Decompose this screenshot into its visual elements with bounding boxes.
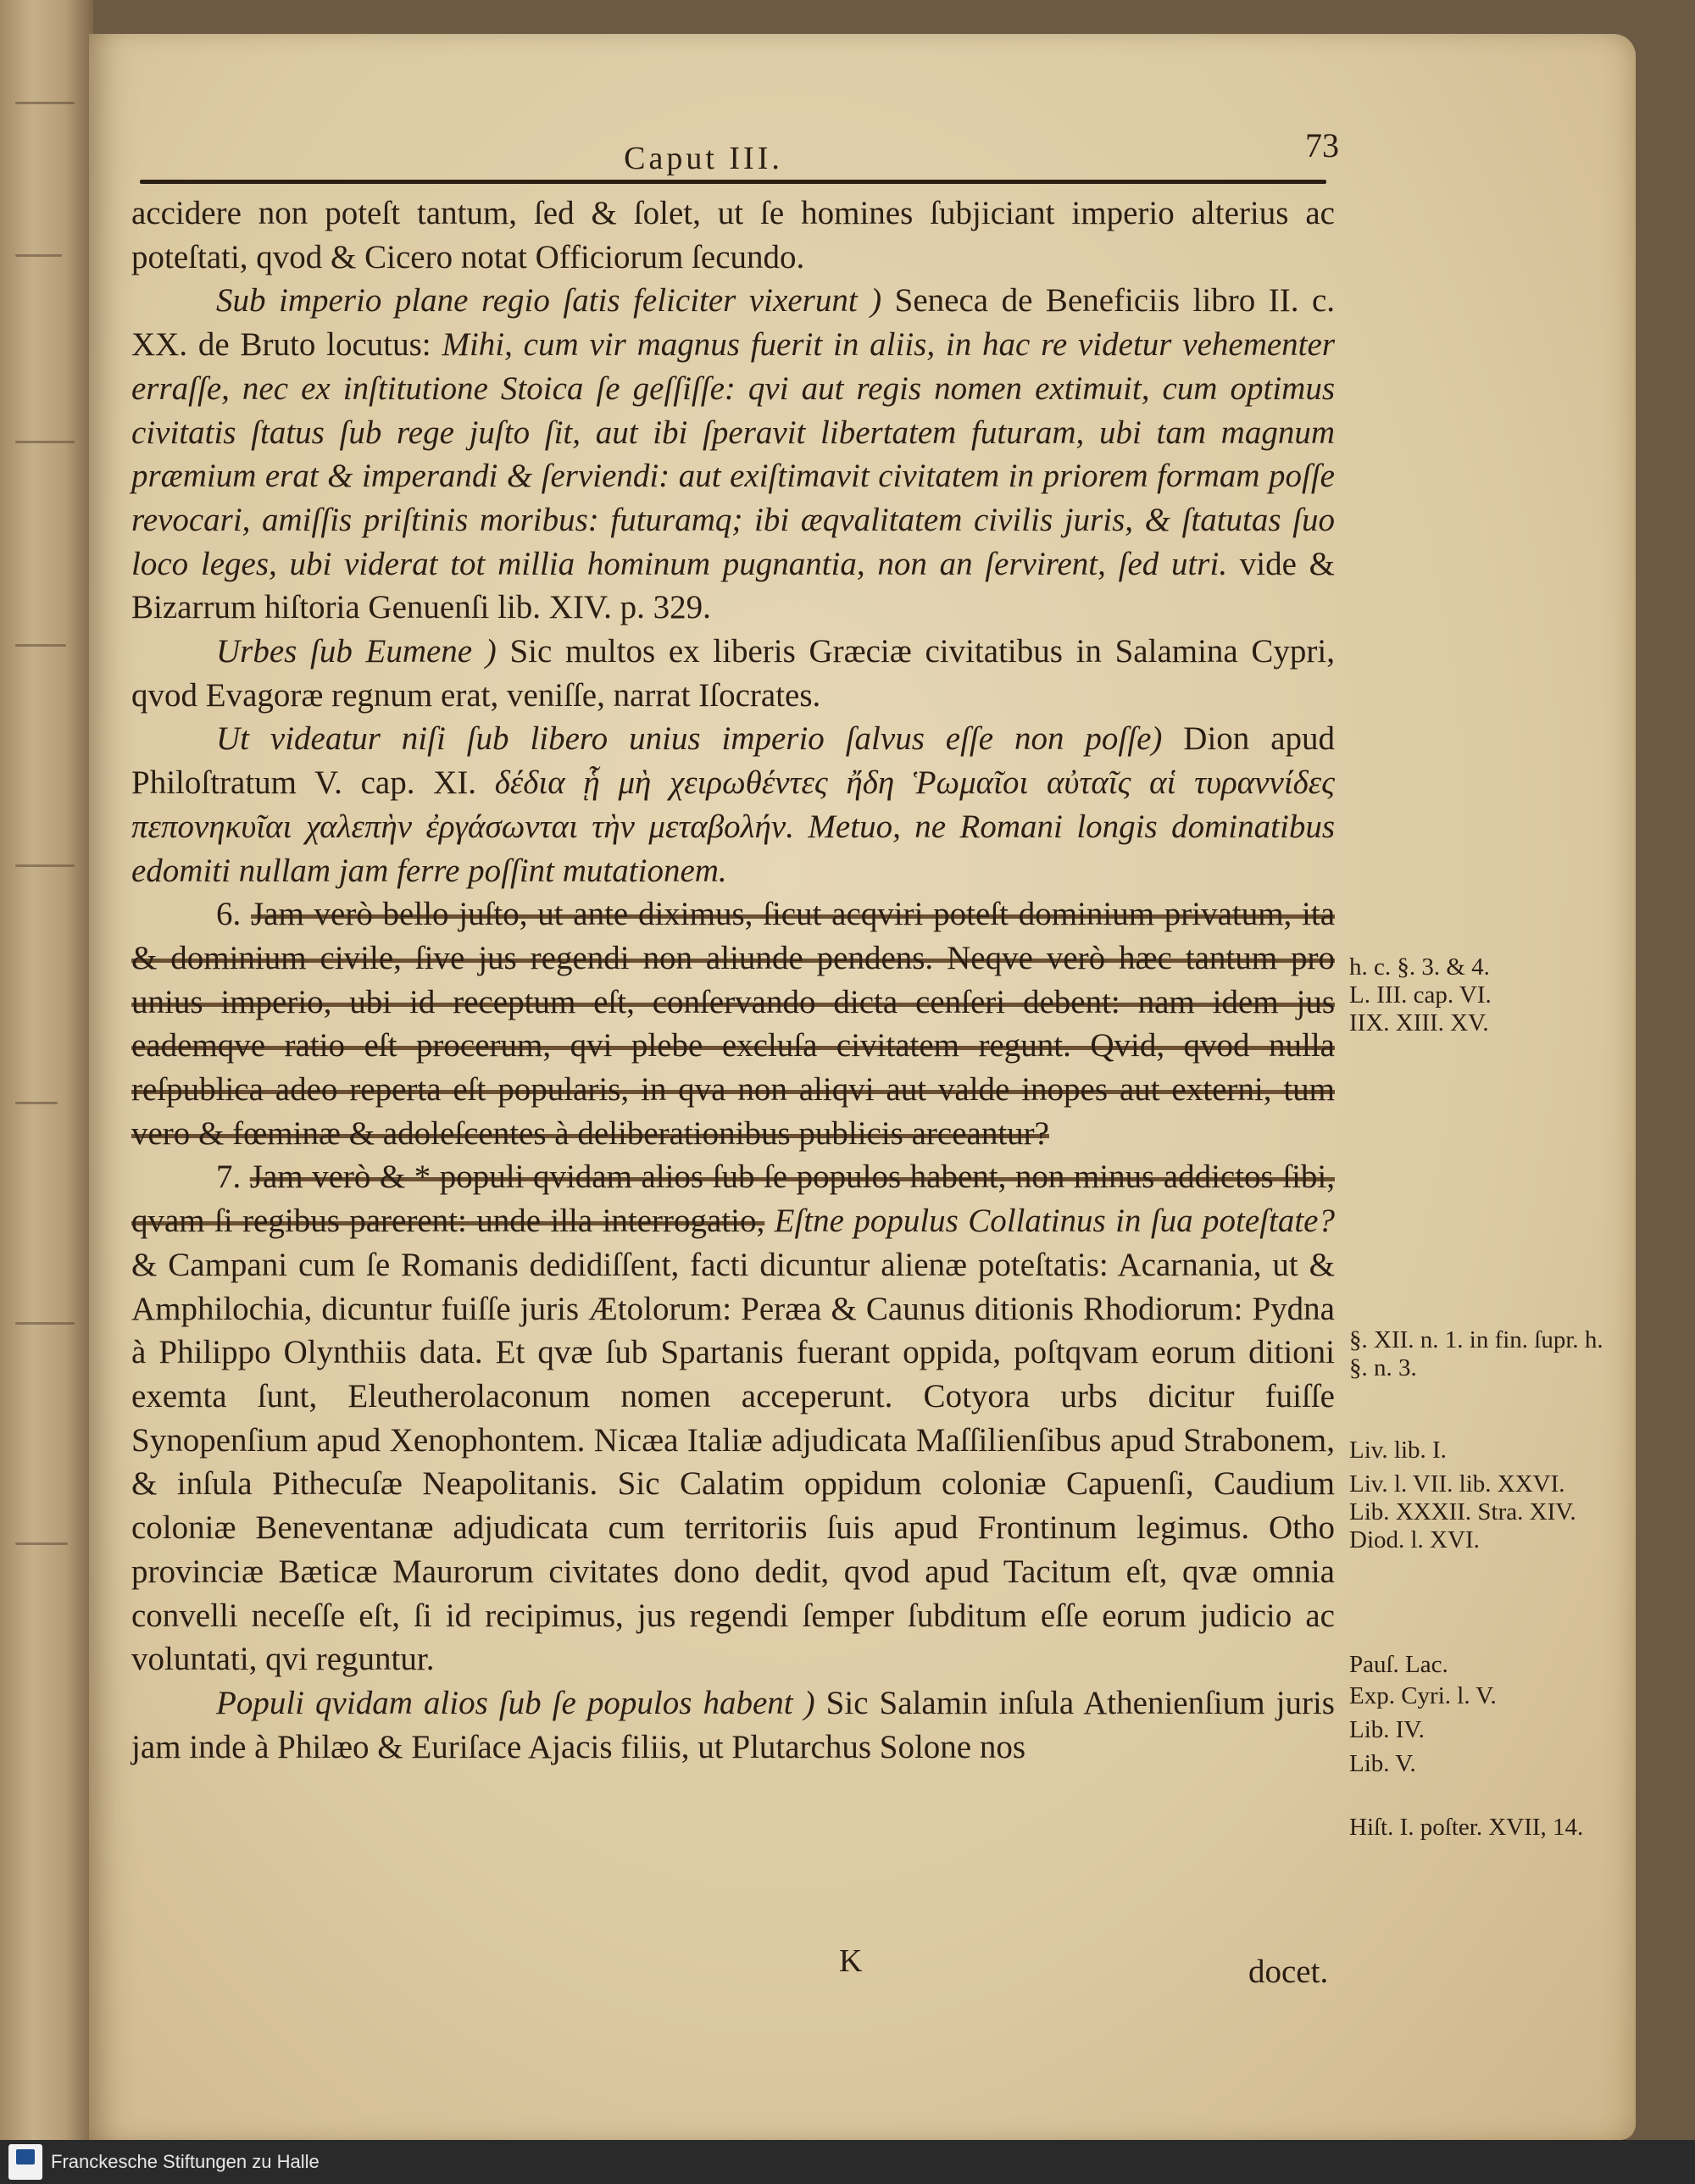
main-text-block: [131, 192, 1335, 1769]
running-head: Caput III.: [624, 141, 783, 176]
paragraph-continuation: accidere non poteſt tantum, ſed & ſolet, ut ſe homines ſubjiciant imperio alterius ac poteſtati, qvod & Cicero notat Officiorum ſecundo.: [131, 195, 1335, 275]
handwriting-mark: [15, 1102, 58, 1104]
underlined-passage: Jam verò bello juſto, ut ante diximus, ſicut acqviri poteſt dominium privatum, ita & dominium civile, ſive jus regendi non aliunde pendens. Neqve verò hæc tantum pro unius imperio, ubi id receptum eſt, conſervando dicta cenſeri debent: nam idem jus eademqve ratio eſt procerum, qvi plebe excluſa civitatem regunt. Qvid, qvod nulla reſpublica adeo reperta eſt popularis, in qva non aliqvi aut valde inopes aut externi, tum vero & fœminæ & adoleſcentes à deliberationibus publicis arceantur?: [131, 896, 1336, 1152]
margin-note: Liv. lib. I.: [1349, 1437, 1447, 1464]
book-page: [89, 34, 1636, 2140]
paragraph-dion-note: Ut videatur niſi ſub libero unius imperio ſalvus eſſe non poſſe) Dion apud Philoſtratum V. cap. XI. δέδια ᾗ μὴ χειρωθέντες ἤδη Ῥωμαῖοι αὐταῖς αἱ τυραννίδες πεπονηκυῖαι χαλεπὴν ἐργάσωνται τὴν μεταβολήν. Metuo, ne Romani longis dominatibus edomiti nullam jam ferre poſſint mutationem.: [131, 720, 1336, 889]
handwriting-mark: [15, 254, 62, 257]
handwriting-mark: [15, 441, 75, 443]
lemma: Ut videatur niſi ſub libero unius imperio ſalvus eſſe non poſſe): [216, 720, 1163, 758]
handwriting-mark: [15, 864, 75, 867]
underlined-passage: Jam verò & * populi qvidam alios ſub ſe populos habent, non minus addictos ſibi, qvam ſi regibus parerent: unde illa interrogatio,: [131, 1159, 1335, 1240]
latin-translation: Metuo, ne Romani longis dominatibus edomiti nullam jam ferre poſſint mutationem.: [131, 808, 1335, 889]
header-rule: [140, 180, 1326, 184]
margin-note: Liv. l. VII. lib. XXVI. Lib. XXXII. Stra. XIV. Diod. l. XVI.: [1349, 1470, 1576, 1553]
lemma: Sub imperio plane regio ſatis feliciter vixerunt ): [216, 282, 882, 320]
paragraph-eumenes-note: Urbes ſub Eumene ) Sic multos ex liberis Græciæ civitatibus in Salamina Cypri, qvod Evagoræ regnum erat, veniſſe, narrat Iſocrates.: [131, 633, 1335, 714]
section-6: [131, 892, 1335, 1155]
paragraph-seneca-note: Sub imperio plane regio ſatis feliciter vixerunt ) Seneca de Beneficiis libro II. c. XX. de Bruto locutus: Mihi, cum vir magnus fuerit in aliis, in hac re videtur vehementer erraſſe, nec ex inſtitutione Stoica ſe geſſiſſe: qvi aut regis nomen extimuit, cum optimus civitatis ſtatus ſub rege juſto ſit, aut ibi ſperavit libertatem futuram, ubi tam magnum præmium erat & imperandi & ſerviendi: aut exiſtimavit civitatem in priorem formam poſſe revocari, amiſſis priſtinis moribus: futuramq; ibi æqvalitatem civilis juris, & ſtatutas ſuo loco leges, ubi viderat tot millia hominum pugnantia, non an ſervirent, ſed utri. vide & Bizarrum hiſtoria Genuenſi lib. XIV. p. 329.: [131, 282, 1336, 626]
handwriting-mark: [15, 1322, 75, 1325]
greek-quote: δέδια ᾗ μὴ χειρωθέντες ἤδη Ῥωμαῖοι αὐταῖς αἱ τυραννίδες πεπονηκυῖαι χαλεπὴν ἐργάσωνται τὴν μεταβολήν.: [131, 764, 1335, 845]
quoted-question: Eſtne populus Collatinus in ſua poteſtate?: [764, 1203, 1335, 1240]
library-logo-mark-icon: [16, 2149, 35, 2165]
margin-note: h. c. §. 3. & 4. L. III. cap. VI. IIX. XIII. XV.: [1349, 953, 1492, 1036]
library-credit: Franckesche Stiftungen zu Halle: [51, 2151, 320, 2172]
lemma: Populi qvidam alios ſub ſe populos habent ): [216, 1684, 815, 1721]
lemma: Urbes ſub Eumene ): [216, 633, 497, 670]
paragraph-salamis-note: Populi qvidam alios ſub ſe populos habent ) Sic Salamin inſula Athenienſium juris jam inde à Philæo & Euriſace Ajacis filiis, ut Plutarchus Solone nos: [131, 1684, 1335, 1765]
margin-note: Lib. V.: [1349, 1750, 1416, 1777]
handwriting-mark: [15, 1542, 68, 1545]
section-number: 6.: [216, 896, 251, 933]
handwriting-mark: [15, 644, 66, 647]
margin-note: Exp. Cyri. l. V.: [1349, 1682, 1497, 1709]
margin-note: Hiſt. I. poſter. XVII, 14.: [1349, 1814, 1584, 1841]
margin-note: Lib. IV.: [1349, 1716, 1425, 1743]
margin-note: §. XII. n. 1. in fin. ſupr. h. §. n. 3.: [1349, 1326, 1603, 1381]
catchword: docet.: [1248, 1953, 1329, 1990]
signature-mark: K: [839, 1943, 863, 1979]
page-number: 73: [1305, 126, 1339, 164]
left-page-edge: [0, 0, 93, 2140]
handwriting-mark: [15, 102, 75, 104]
seneca-quote: Mihi, cum vir magnus fuerit in aliis, in hac re videtur vehementer erraſſe, nec ex inſtitutione Stoica ſe geſſiſſe: qvi aut regis nomen extimuit, cum optimus civitatis ſtatus ſub rege juſto ſit, aut ibi ſperavit libertatem futuram, ubi tam magnum præmium erat & imperandi & ſerviendi: aut exiſtimavit civitatem in priorem formam poſſe revocari, amiſſis priſtinis moribus: futuramq; ibi æqvalitatem civilis juris, & ſtatutas ſuo loco leges, ubi viderat tot millia hominum pugnantia, non an ſervirent, ſed utri.: [131, 326, 1336, 582]
margin-note: Pauſ. Lac.: [1349, 1651, 1448, 1678]
section-number: 7.: [216, 1159, 250, 1196]
section-7: 7. Jam verò & * populi qvidam alios ſub ſe populos habent, non minus addictos ſibi, qvam ſi regibus parerent: unde illa interrogatio, Eſtne populus Collatinus in ſua poteſtate? & Campani cum ſe Romanis dedidiſſent, facti dicuntur alienæ poteſtatis: Acarnania, ut & Amphilochia, dicuntur fuiſſe juris Ætolorum: Peræa & Caunus ditionis Rhodiorum: Pydna à Philippo Olynthiis data. Et qvæ ſub Spartanis fuerant oppida, poſtqvam eorum ditioni exemta ſunt, Eleutherolaconum nomen acceperunt. Cotyora urbs dicitur fuiſſe Synopenſium apud Xenophontem. Nicæa Italiæ adjudicata Maſſilienſibus apud Strabonem, & inſula Pithecuſæ Neapolitanis. Sic Calatim oppidum coloniæ Capuenſi, Caudium coloniæ Beneventanæ adjudicata cum territoriis ſuis apud Frontinum legimus. Otho provinciæ Bæticæ Maurorum civitates dono dedit, qvod apud Tacitum eſt, qvæ omnia convelli neceſſe eſt, ſi id recipimus, jus regendi ſemper ſubditum eſſe eorum judicio ac voluntati, qvi reguntur.: [131, 1159, 1335, 1678]
